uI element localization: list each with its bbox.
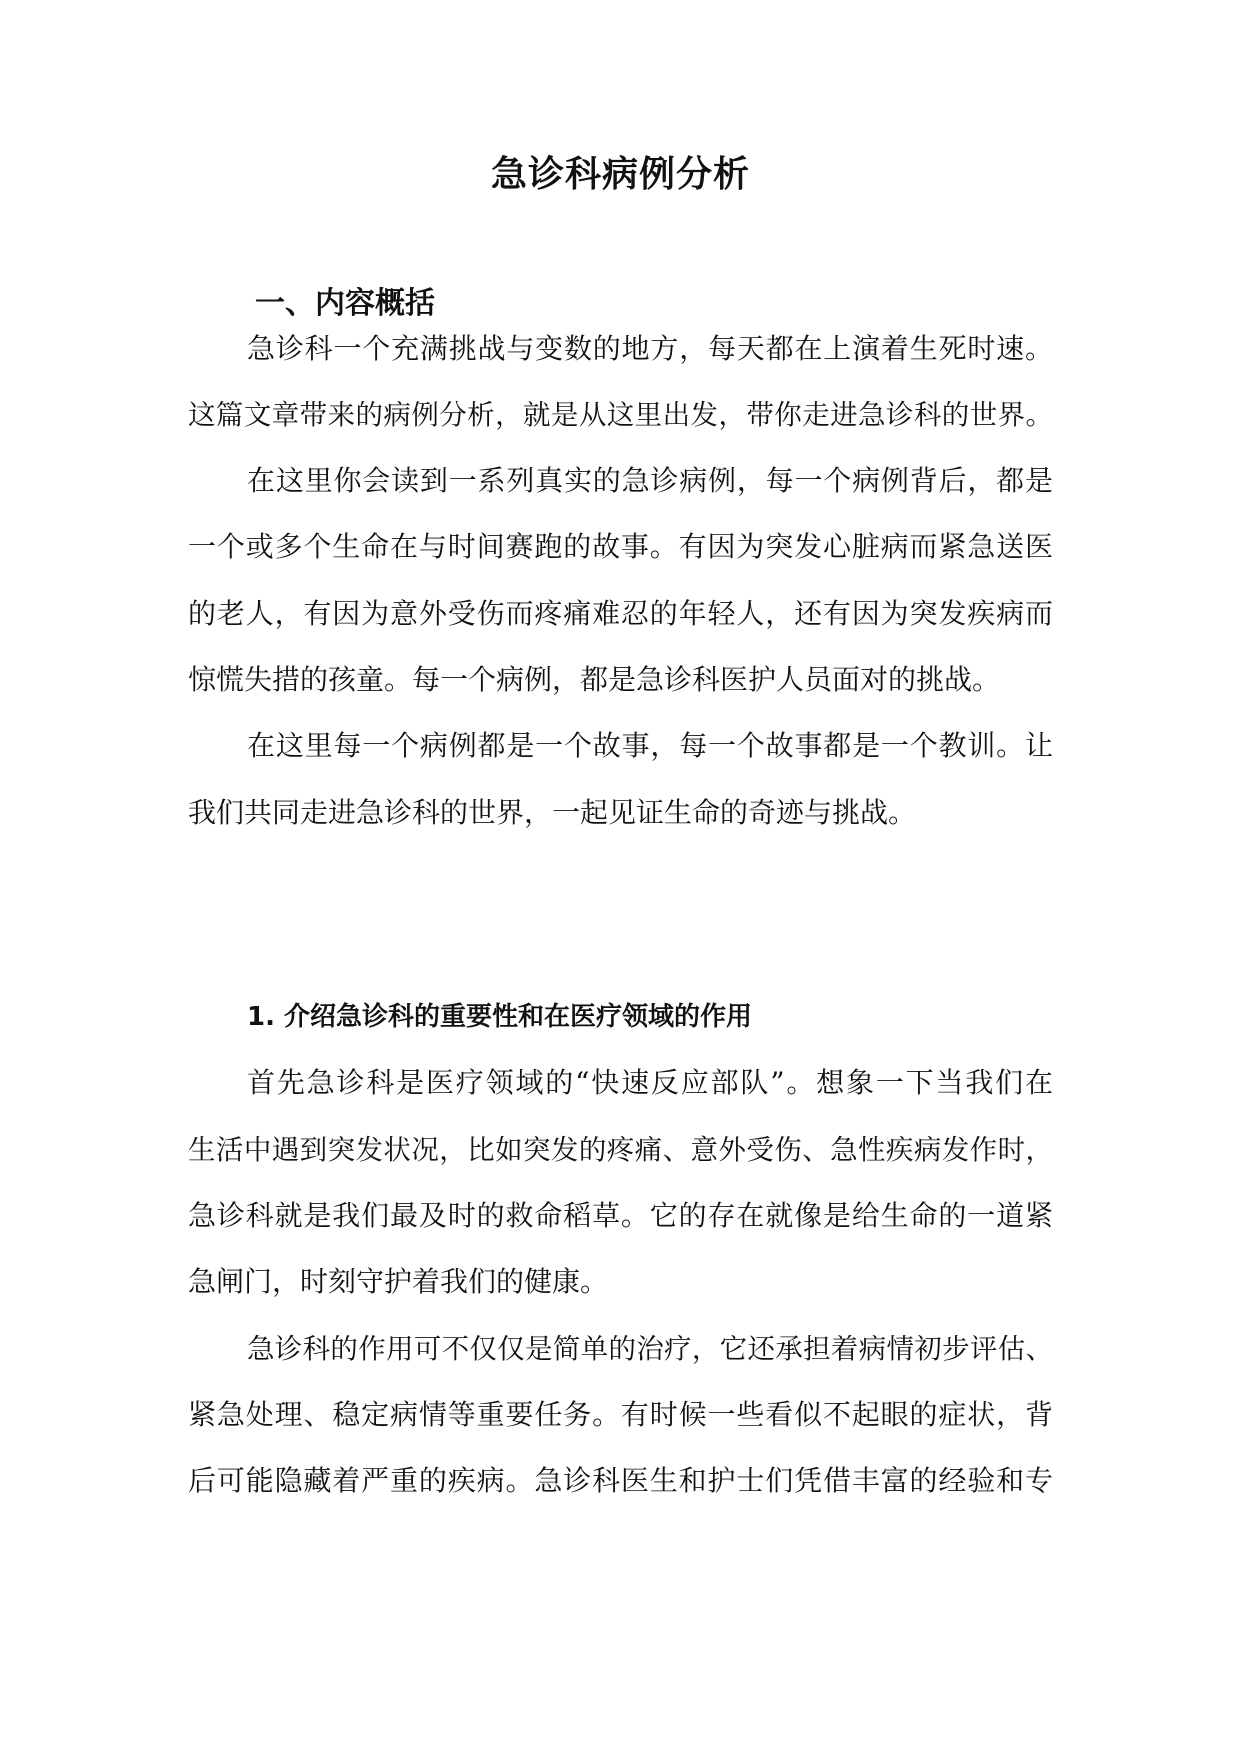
paragraph-line: 急诊科一个充满挑战与变数的地方，每天都在上演着生死时速。 xyxy=(247,332,1053,365)
paragraph-line: 生活中遇到突发状况，比如突发的疼痛、意外受伤、急性疾病发作时， xyxy=(188,1134,1053,1166)
paragraph-line: 这篇文章带来的病例分析，就是从这里出发，带你走进急诊科的世界。 xyxy=(188,399,1053,431)
paragraph-line: 的老人，有因为意外受伤而疼痛难忍的年轻人，还有因为突发疾病而 xyxy=(188,597,1053,630)
paragraph-line: 急诊科就是我们最及时的救命稻草。它的存在就像是给生命的一道紧 xyxy=(188,1199,1053,1232)
paragraph-line: 后可能隐藏着严重的疾病。急诊科医生和护士们凭借丰富的经验和专 xyxy=(188,1464,1053,1497)
paragraph-line: 惊慌失措的孩童。每一个病例，都是急诊科医护人员面对的挑战。 xyxy=(188,663,1001,696)
paragraph-line: 首先急诊科是医疗领域的“快速反应部队”。想象一下当我们在 xyxy=(247,1066,1053,1099)
paragraph-line: 急闸门，时刻守护着我们的健康。 xyxy=(188,1265,609,1298)
paragraph-line: 一个或多个生命在与时间赛跑的故事。有因为突发心脏病而紧急送医 xyxy=(188,530,1053,563)
subsection-heading: 1. 介绍急诊科的重要性和在医疗领域的作用 xyxy=(247,1002,753,1032)
paragraph-line: 急诊科的作用可不仅仅是简单的治疗，它还承担着病情初步评估、 xyxy=(247,1333,1053,1365)
paragraph-line: 紧急处理、稳定病情等重要任务。有时候一些看似不起眼的症状，背 xyxy=(188,1398,1053,1431)
paragraph-line: 在这里你会读到一系列真实的急诊病例，每一个病例背后，都是 xyxy=(247,464,1053,497)
section-heading-summary: 一、内容概括 xyxy=(255,286,435,321)
paragraph-line: 我们共同走进急诊科的世界，一起见证生命的奇迹与挑战。 xyxy=(188,796,917,829)
paragraph-line: 在这里每一个病例都是一个故事，每一个故事都是一个教训。让 xyxy=(247,729,1053,762)
document-title: 急诊科病例分析 xyxy=(490,154,750,195)
